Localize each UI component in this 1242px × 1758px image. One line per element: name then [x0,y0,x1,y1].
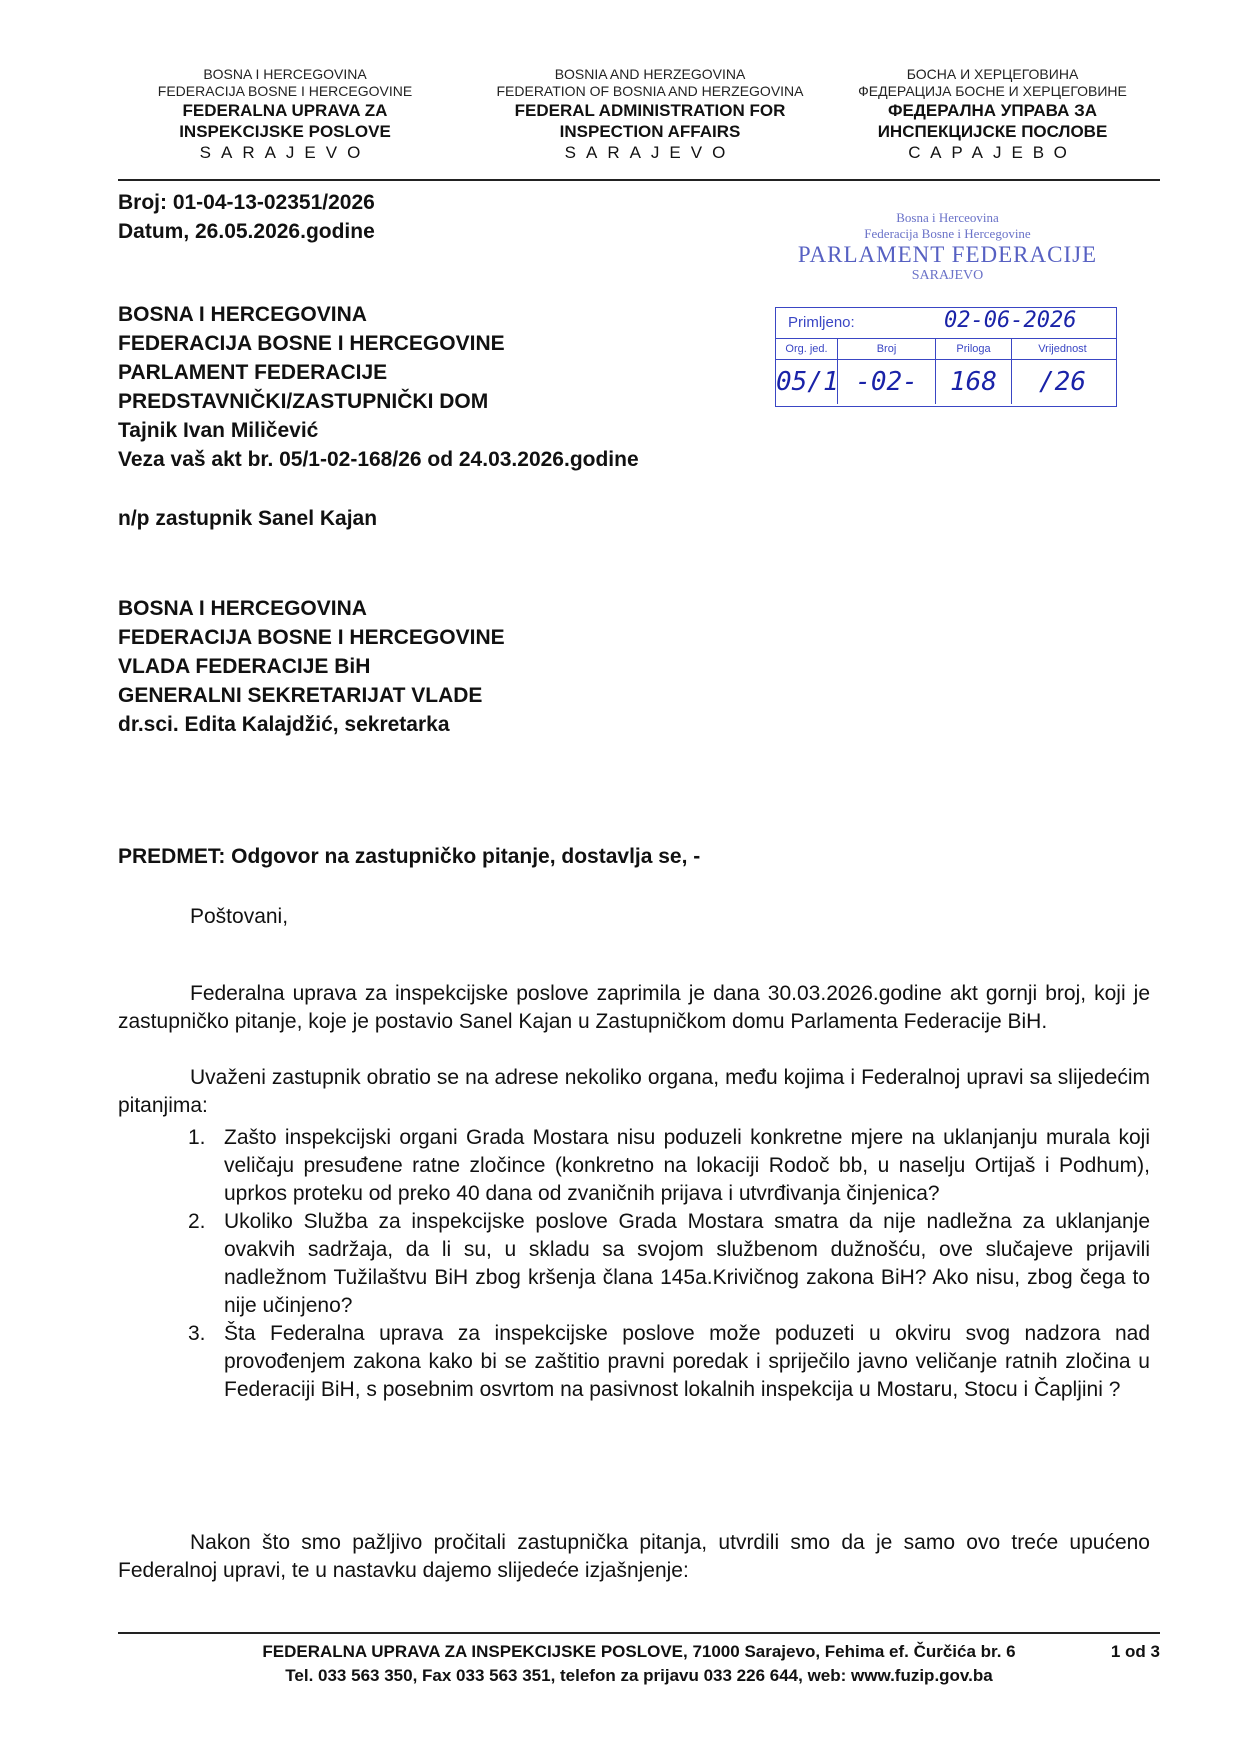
stamp-col-value: -02- [838,360,936,404]
stamp-col-label: Broj [838,339,936,359]
stamp-col-label: Org. jed. [776,339,838,359]
stamp-received-label: Primljeno: [788,314,855,331]
body-paragraph [118,980,1150,1036]
recipient-government [118,594,505,739]
letterhead-agency-line1: FEDERAL ADMINISTRATION FOR [514,101,786,120]
question-number: 3. [188,1322,206,1345]
question-number: 1. [188,1126,206,1149]
letterhead-agency-line2: INSPEKCIJSKE POSLOVE [179,122,391,141]
letterhead-agency-line1: FEDERALNA UPRAVA ZA [182,101,388,120]
letterhead-entity: ФЕДЕРАЦИЈА БОСНЕ И ХЕРЦЕГОВИНЕ [858,83,1127,99]
stamp-col-label: Priloga [936,339,1012,359]
question-text: Ukoliko Služba za inspekcijske poslove Grada Mostara smatra da nije nadležna za uklanjanje ovakvih sadržaja, da li su, u skladu sa svojom službenom dužnošću, ove slučajeve prijavili nadležnom Tužilaštvu BiH zbog kršenja člana 145a.Krivičnog zakona BiH? Ako nisu, zbog čega to nije učinjeno? [224,1210,1150,1317]
letterhead-country: БОСНА И ХЕРЦЕГОВИНА [906,66,1079,82]
reference-line: Veza vaš akt br. 05/1-02-168/26 od 24.03.2026.godine [118,448,639,471]
footer-address: FEDERALNA UPRAVA ZA INSPEKCIJSKE POSLOVE, 71000 Sarajevo, Fehima ef. Čurčića br. 6 [262,1642,1016,1661]
letterhead-agency-line2: ИНСПЕКЦИЈСКЕ ПОСЛОВЕ [877,122,1108,141]
stamp-col-value: 05/1 [776,360,838,404]
attention-line: n/p zastupnik Sanel Kajan [118,507,378,530]
stamp-column-labels [776,339,1116,360]
address-line: VLADA FEDERACIJE BiH [118,655,371,678]
question-text: Šta Federalna uprava za inspekcijske poslove može poduzeti u okviru svog nadzora nad provođenjem zakona kako bi se zaštitio pravni poredak i spriječilo javno veličanje ratnih zločina u Federaciji BiH, s posebnim osvrtom na pasivnost lokalnih inspekcija u Mostaru, Stocu i Čapljini ? [224,1322,1150,1401]
page-number: 1 od 3 [1110,1642,1160,1661]
body-paragraph [118,1529,1150,1585]
letterhead-city: SARAJEVO [564,143,736,162]
receipt-stamp-box [775,307,1117,407]
address-line: FEDERACIJA BOSNE I HERCEGOVINE [118,626,505,649]
letterhead-cyrillic [830,66,1155,164]
letterhead-entity: FEDERACIJA BOSNE I HERCEGOVINE [157,83,413,99]
stamp-received-row [776,308,1116,339]
stamp-received-date: 02-06-2026 [944,308,1077,333]
stamp-col-value: /26 [1039,367,1086,397]
recipient-parliament [118,300,639,474]
letterhead-bosnian [130,66,440,164]
letterhead-entity: FEDERATION OF BOSNIA AND HERZEGOVINA [496,83,804,99]
list-item [188,1208,1150,1320]
address-line: PREDSTAVNIČKI/ZASTUPNIČKI DOM [118,390,489,413]
stamp-col-label: Vrijednost [1038,343,1087,355]
paragraph-text: Uvaženi zastupnik obratio se na adrese nekoliko organa, među kojima i Federalnoj upravi sa slijedećim pitanjima: [118,1066,1150,1117]
list-item [188,1320,1150,1404]
question-text: Zašto inspekcijski organi Grada Mostara nisu poduzeli konkretne mjere na uklanjanju murala koji veličaju presuđene ratne zločince (konkretno na lokaciji Rodoč bb, u naselju Ortijaš i Podhum), uprkos proteku od preko 40 dana od zvaničnih prijava i utvrđivanja činjenica? [224,1126,1150,1205]
stamp-line2: Federacija Bosne i Hercegovine [864,226,1031,241]
footer [118,1640,1160,1688]
address-line: Tajnik Ivan Miličević [118,419,319,442]
paragraph-text: Nakon što smo pažljivo pročitali zastupnička pitanja, utvrdili smo da je samo ovo treće upućeno Federalnoj upravi, te u nastavku dajemo slijedeće izjašnjenje: [118,1531,1150,1582]
document-date: Datum, 26.05.2026.godine [118,220,375,243]
letterhead-country: BOSNA I HERCEGOVINA [203,66,367,82]
greeting: Poštovani, [190,905,289,928]
letterhead-agency-line2: INSPECTION AFFAIRS [559,122,741,141]
footer-divider [118,1632,1160,1634]
stamp-line4: SARAJEVO [911,268,984,283]
address-line: dr.sci. Edita Kalajdžić, sekretarka [118,713,450,736]
stamp-line3: PARLAMENT FEDERACIJE [797,242,1098,267]
document-number: Broj: 01-04-13-02351/2026 [118,191,375,214]
address-line: GENERALNI SEKRETARIJAT VLADE [118,684,483,707]
stamp-column-values [776,360,1116,404]
letterhead-agency-line1: ФЕДЕРАЛНА УПРАВА ЗА [887,101,1098,120]
stamp-col-value: 168 [936,360,1012,404]
address-line: BOSNA I HERCEGOVINA [118,303,367,326]
address-line: FEDERACIJA BOSNE I HERCEGOVINE [118,332,505,355]
header-divider [118,179,1160,181]
address-line: PARLAMENT FEDERACIJE [118,361,388,384]
letterhead-country: BOSNIA AND HERZEGOVINA [554,66,746,82]
footer-contacts: Tel. 033 563 350, Fax 033 563 351, telefon za prijavu 033 226 644, web: www.fuzip.gov.ba [285,1666,993,1685]
paragraph-text: Federalna uprava za inspekcijske poslove zaprimila je dana 30.03.2026.godine akt gornji broj, koji je zastupničko pitanje, koje je postavio Sanel Kajan u Zastupničkom domu Parlamenta Federacije BiH. [118,982,1150,1033]
stamp-line1: Bosna i Herceovina [896,210,999,225]
subject-line: PREDMET: Odgovor na zastupničko pitanje, dostavlja se, - [118,845,701,868]
letterhead-city: САРАЈЕВО [908,143,1077,162]
letterhead-city: SARAJEVO [199,143,371,162]
receipt-stamp-heading [775,210,1120,284]
list-item [188,1124,1150,1208]
question-list [188,1124,1150,1404]
address-line: BOSNA I HERCEGOVINA [118,597,367,620]
question-number: 2. [188,1210,206,1233]
document-meta [118,188,375,246]
letterhead-english [460,66,840,164]
body-paragraph [118,1064,1150,1120]
